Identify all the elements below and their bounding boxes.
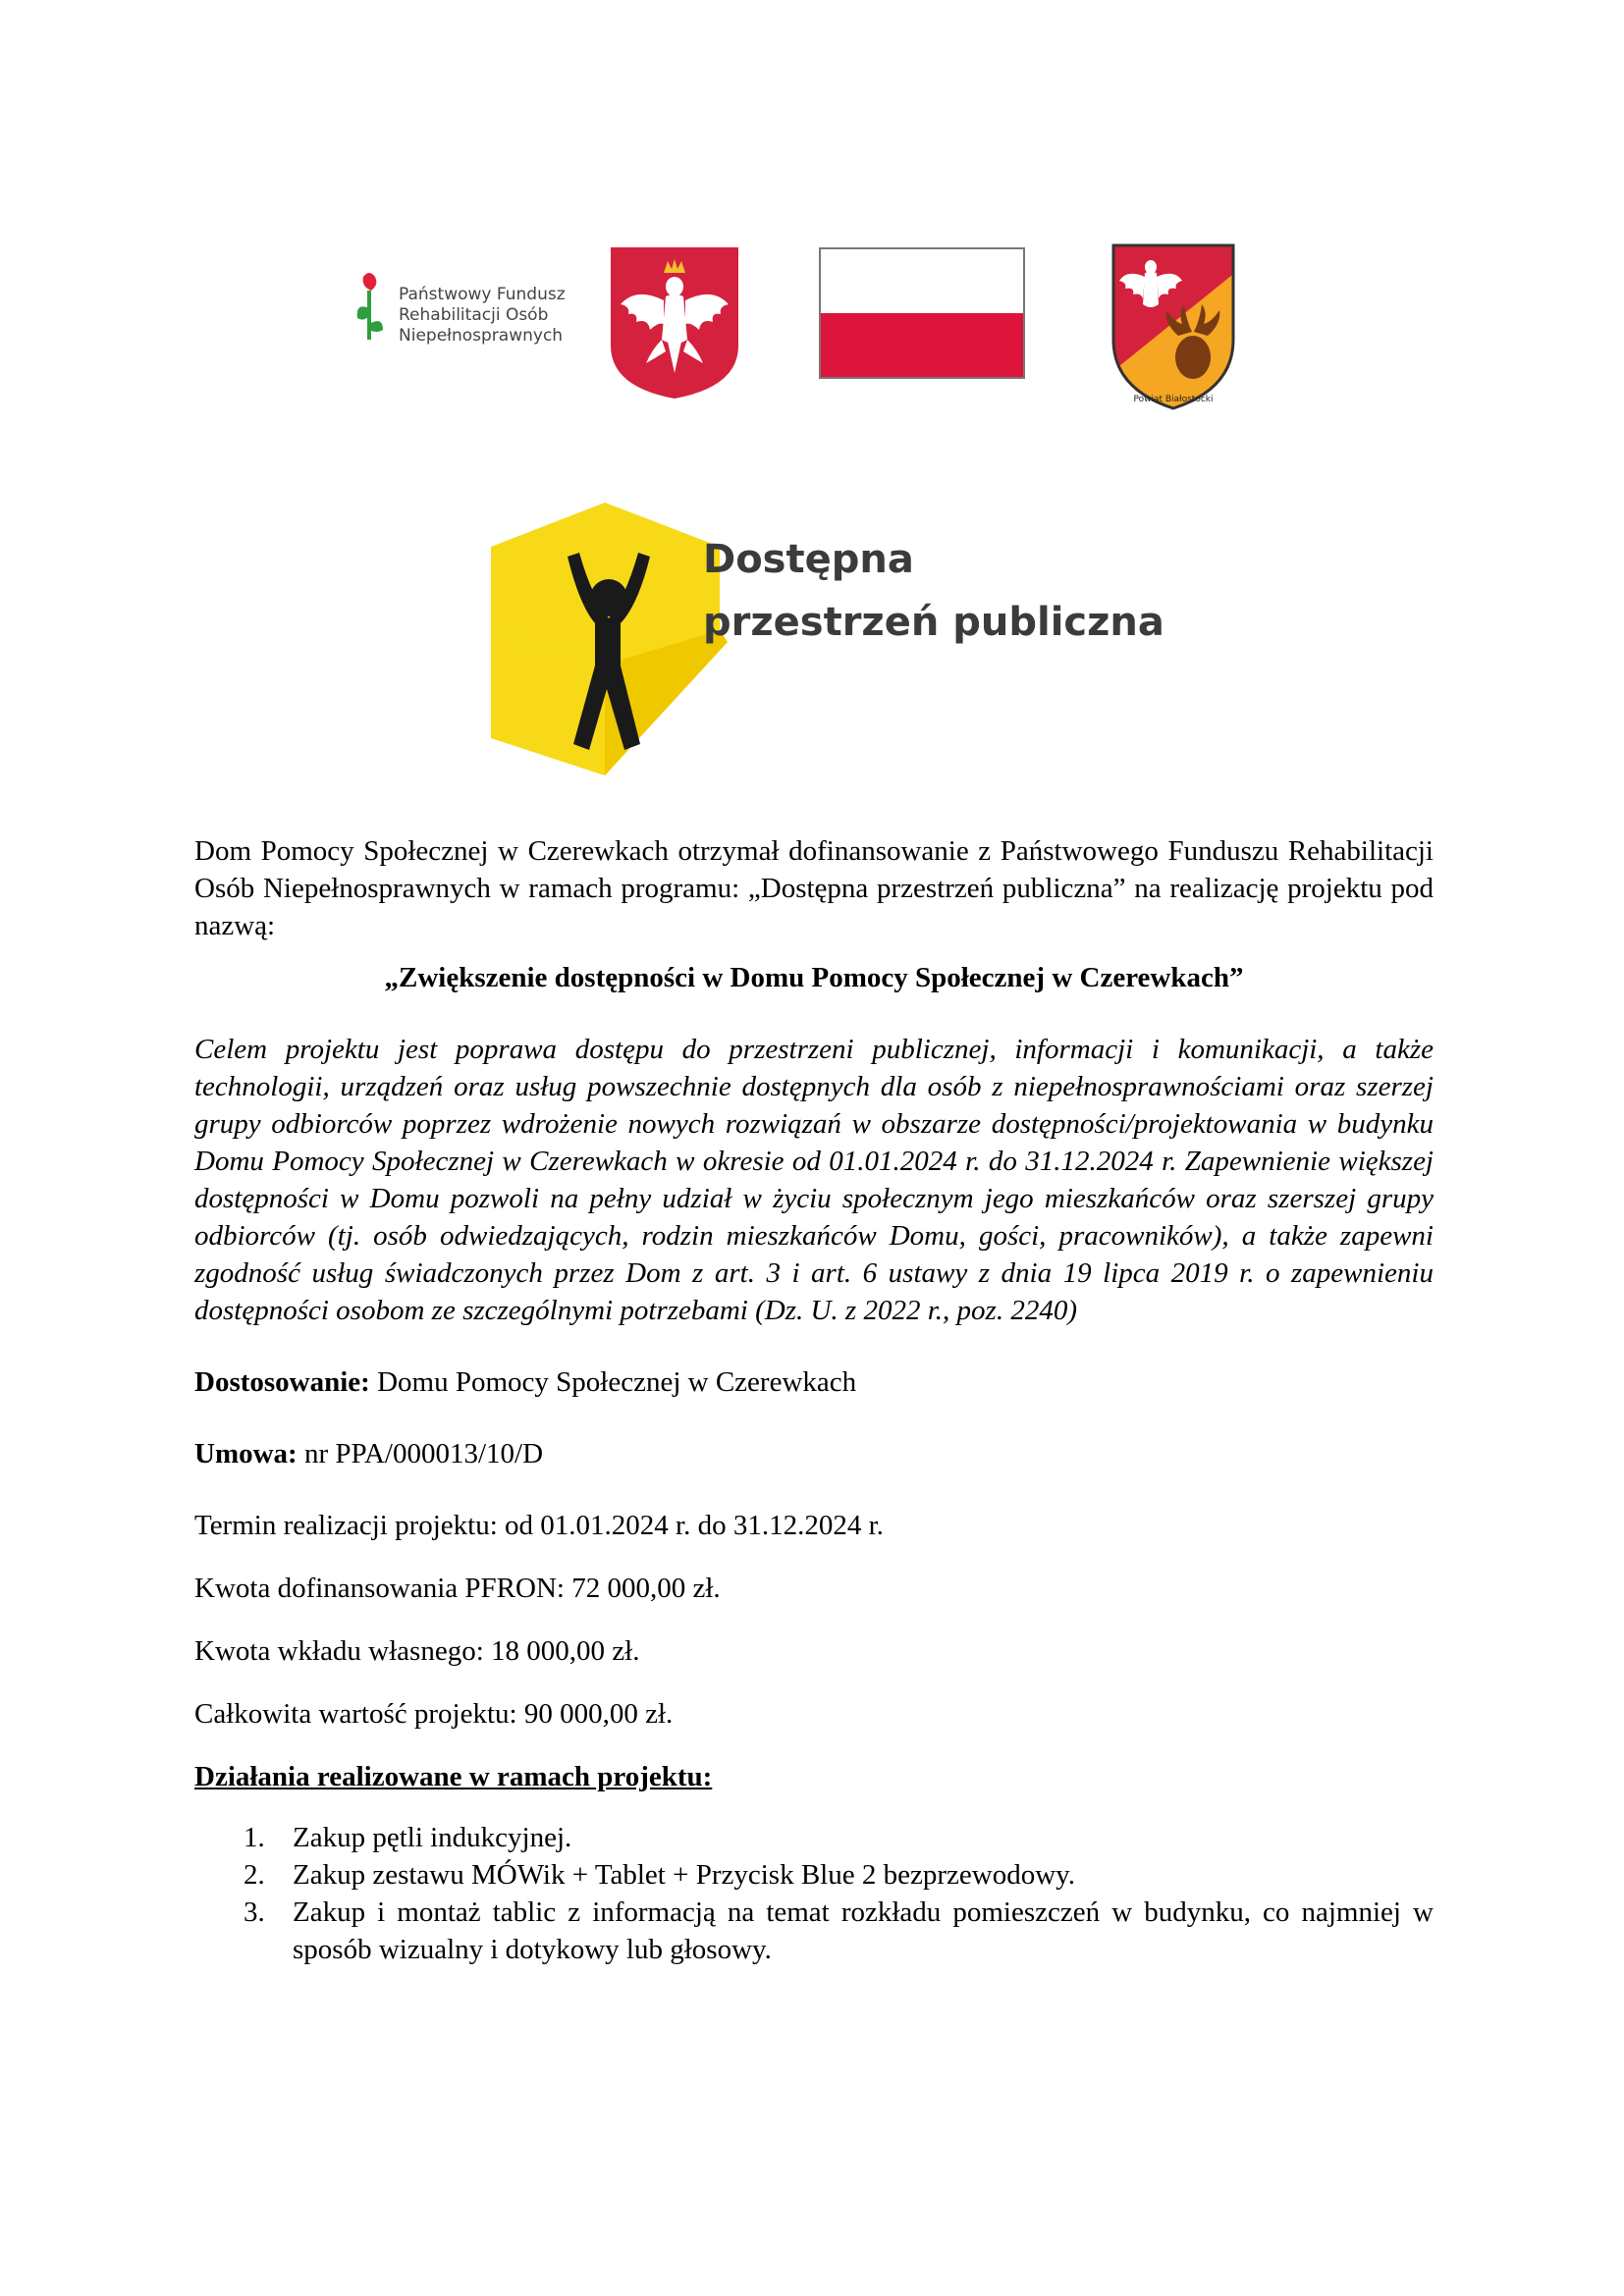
list-item-number: 1. [244, 1822, 265, 1853]
polish-flag-icon [819, 247, 1025, 379]
field-dostosowanie [194, 1363, 1434, 1401]
polish-eagle-emblem-icon [607, 243, 742, 400]
umowa-label: Umowa: [194, 1438, 298, 1469]
logo-row [0, 0, 1624, 432]
document-body [194, 832, 1434, 1968]
field-termin: Termin realizacji projektu: od 01.01.2024 r. do 31.12.2024 r. [194, 1510, 884, 1541]
field-wklad-wlasny: Kwota wkładu własnego: 18 000,00 zł. [194, 1635, 640, 1667]
actions-heading: Działania realizowane w ramach projektu: [194, 1761, 713, 1792]
dostosowanie-label: Dostosowanie: [194, 1366, 370, 1398]
flag-white-band [821, 249, 1023, 313]
project-title: „Zwiększenie dostępności w Domu Pomocy Społecznej w Czerewkach” [384, 962, 1244, 993]
umowa-value: nr PPA/000013/10/D [297, 1438, 544, 1469]
pfron-name [399, 285, 566, 347]
program-logo-line-2: przestrzeń publiczna [703, 600, 1164, 645]
dostosowanie-value: Domu Pomocy Społecznej w Czerewkach [369, 1366, 857, 1398]
field-umowa [194, 1435, 1434, 1472]
actions-list [194, 1819, 1434, 1968]
field-kwota-pfron: Kwota dofinansowania PFRON: 72 000,00 zł. [194, 1573, 721, 1604]
intro-paragraph: Dom Pomocy Społecznej w Czerewkach otrzymał dofinansowanie z Państwowego Funduszu Rehabilitacji Osób Niepełnosprawnych w ramach programu: „Dostępna przestrzeń publiczna” na realizację projektu pod nazwą: [194, 835, 1434, 941]
list-item-number: 2. [244, 1859, 265, 1891]
pfron-line-3: Niepełnosprawnych [399, 326, 564, 346]
list-item-text: Zakup pętli indukcyjnej. [293, 1822, 572, 1853]
list-item [194, 1894, 1434, 1968]
pfron-line-1: Państwowy Fundusz [399, 285, 566, 304]
pfron-line-2: Rehabilitacji Osób [399, 305, 549, 325]
list-item-text: Zakup i montaż tablic z informacją na temat rozkładu pomieszczeń w budynku, co najmniej w sposób wizualny i dotykowy lub głosowy. [293, 1896, 1434, 1965]
list-item-number: 3. [244, 1896, 265, 1928]
powiat-label: Powiat Białostocki [1133, 395, 1214, 404]
project-description: Celem projektu jest poprawa dostępu do przestrzeni publicznej, informacji i komunikacji, a także technologii, urządzeń oraz usług powszechnie dostępnych dla osób z niepełnosprawnościami oraz szerzej grupy odbiorców poprzez wdrożenie nowych rozwiązań w obszarze dostępności/projektowania w budynku Domu Pomocy Społecznej w Czerewkach w okresie od 01.01.2024 r. do 31.12.2024 r. Zapewnienie większej dostępności w Domu pozwoli na pełny udział w życiu społecznym jego mieszkańców oraz szerszej grupy odbiorców (tj. osób odwiedzających, rodzin mieszkańców Domu, gości, pracowników), a także zapewni zgodność usług świadczonych przez Dom z art. 3 i art. 6 ustawy z dnia 19 lipca 2019 r. o zapewnieniu dostępności osobom ze szczególnymi potrzebami (Dz. U. z 2022 r., poz. 2240) [194, 1034, 1434, 1326]
list-item [194, 1856, 1434, 1894]
field-calkowita-wartosc: Całkowita wartość projektu: 90 000,00 zł. [194, 1698, 674, 1730]
powiat-coat-of-arms-icon [1110, 241, 1237, 413]
flag-red-band [821, 313, 1023, 377]
pfron-flower-icon [350, 269, 393, 347]
list-item [194, 1819, 1434, 1856]
program-logo-text [703, 528, 1164, 654]
program-logo-line-1: Dostępna [703, 537, 914, 582]
list-item-text: Zakup zestawu MÓWik + Tablet + Przycisk Blue 2 bezprzewodowy. [293, 1859, 1076, 1891]
pfron-logo [350, 265, 575, 353]
